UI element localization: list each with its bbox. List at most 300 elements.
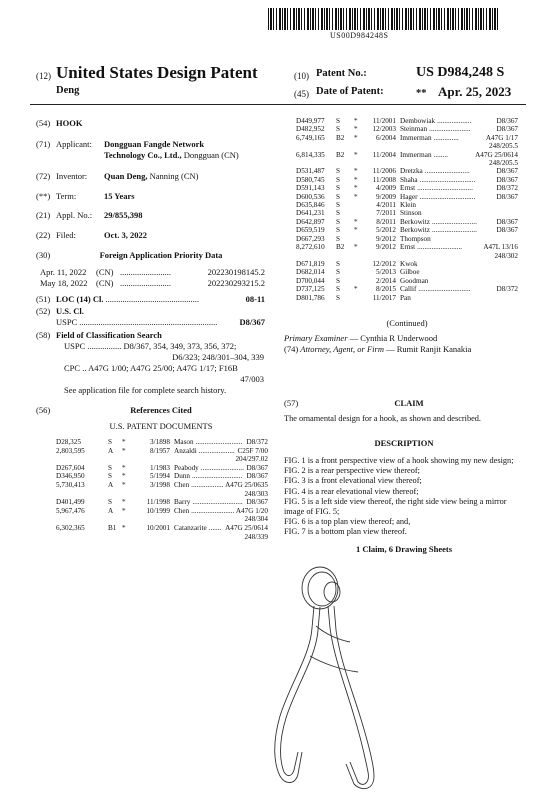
leader-dots: ............................ [191, 472, 243, 481]
leader-dots: .................... [198, 446, 235, 455]
primary-examiner-name: — Cynthia R Underwood [349, 333, 438, 343]
ref-star: * [354, 226, 358, 235]
ref-inventor-name: Hager [400, 192, 418, 201]
ref-kind: A [108, 506, 114, 515]
ref-inventor-name: Ernst [400, 243, 416, 252]
patent-no-label: Patent No.: [316, 68, 367, 79]
priority-date: Apr. 11, 2022 [40, 267, 87, 277]
loc-class-row [56, 294, 265, 305]
appl-no-value: 29/855,398 [104, 210, 143, 220]
filed-label: Filed: [56, 230, 76, 240]
leader-dots [420, 268, 422, 276]
ref-class: A47G 25/0614 [475, 150, 518, 159]
ref-inventor-name: Berkowitz [400, 226, 430, 235]
loc-class-value: 08-11 [245, 294, 265, 304]
leader-dots: ................... [437, 117, 472, 125]
appl-no-label: Appl. No.: [56, 210, 93, 220]
ref-number: D482,952 [296, 125, 325, 134]
ref-date: 9/2009 [376, 192, 396, 201]
search-uspc-cont: D6/323; 248/301–304, 339 [172, 352, 264, 362]
field-12-number: (12) [36, 71, 51, 81]
ref-inventor-name: Gilboe [400, 268, 420, 277]
leader-dots: ............................... [419, 175, 476, 184]
ref-star [354, 294, 362, 302]
reference-row [56, 447, 268, 456]
hook-bridge [316, 626, 350, 642]
ref-date: 11/2008 [372, 175, 396, 184]
field-10-number: (10) [294, 71, 309, 81]
ref-star: * [354, 150, 358, 159]
priority-row [40, 267, 265, 278]
ref-star: * [122, 480, 126, 489]
ref-number: D346,950 [56, 472, 85, 481]
ref-kind: S [336, 234, 340, 243]
ref-star [354, 235, 362, 243]
ref-class: D8/372 [496, 184, 518, 193]
ref-class: D8/367 [496, 217, 518, 226]
reference-row [296, 260, 518, 268]
ref-inventor [174, 447, 237, 456]
ref-inventor-name: Goodman [400, 276, 429, 285]
reference-row [296, 218, 518, 226]
leader-dots: ....... [208, 523, 222, 532]
ref-class: D8/367 [496, 167, 518, 176]
ref-star [354, 260, 362, 268]
leader-dots: .......................... [195, 438, 243, 446]
ref-inventor [174, 524, 225, 533]
ref-number: D531,487 [296, 167, 325, 176]
ref-date: 10/2001 [146, 523, 170, 532]
reference-row [296, 209, 518, 217]
ref-number: 6,749,165 [296, 133, 325, 142]
ref-kind: S [336, 268, 340, 277]
patent-number: US D984,248 S [416, 65, 505, 80]
ref-star: * [354, 184, 358, 193]
ref-date: 1/1983 [150, 463, 170, 472]
inventor-label: Inventor: [56, 171, 88, 181]
ref-class: A47L 13/16 [483, 243, 518, 252]
inventor-value [104, 171, 198, 182]
ref-star: * [354, 285, 358, 294]
barcode-number: US00D984248S [330, 31, 389, 40]
ref-star: * [122, 438, 126, 446]
primary-examiner [284, 333, 437, 344]
leader-dots [431, 235, 433, 243]
ref-class: D8/367 [496, 117, 518, 125]
date-of-patent-label: Date of Patent: [316, 86, 384, 97]
reference-row [296, 277, 518, 285]
leader-dots [416, 201, 418, 209]
ref-inventor [400, 243, 483, 251]
ref-class: D8/367 [496, 175, 518, 184]
ref-class-continued: 248/339 [244, 532, 268, 541]
hook-right-arm-outer [334, 606, 374, 789]
ref-star [354, 201, 362, 209]
ref-inventor-name: Klein [400, 201, 416, 210]
ref-star: * [122, 446, 126, 455]
leader-dots: ............................... [419, 192, 476, 201]
applicant-name-line2 [104, 150, 239, 161]
field-72-number: (72) [36, 171, 51, 181]
attorney [284, 344, 471, 355]
ref-date: 11/2017 [372, 293, 396, 302]
ref-star [354, 277, 362, 285]
ref-date: 8/1957 [150, 446, 170, 455]
reference-row [296, 125, 518, 133]
ref-kind: S [336, 217, 340, 226]
search-field-title: Field of Classification Search [56, 330, 162, 340]
field-57-number: (57) [284, 398, 299, 408]
priority-number: 202230293215.2 [207, 277, 265, 288]
primary-examiner-label: Primary Examiner [284, 333, 348, 343]
ref-class: D8/372 [496, 285, 518, 294]
ref-date: 7/2011 [376, 209, 396, 218]
ref-inventor [400, 218, 496, 226]
ref-class: D8/367 [246, 463, 268, 472]
ref-kind: S [336, 201, 340, 210]
ref-kind: S [336, 293, 340, 302]
leader-dots [428, 277, 430, 285]
ref-number: D671,819 [296, 259, 325, 268]
ref-date: 5/2012 [376, 226, 396, 235]
leader-dots: ......................... [431, 217, 477, 226]
field-21-number: (21) [36, 210, 51, 220]
ref-number: 8,272,610 [296, 243, 325, 252]
ref-inventor [400, 167, 496, 175]
reference-row [296, 294, 518, 302]
ref-number: D700,044 [296, 276, 325, 285]
ref-class: A47G 1/20 [235, 506, 268, 515]
ref-number: 2,803,595 [56, 446, 85, 455]
ref-kind: S [336, 192, 340, 201]
references-cited-title: References Cited [130, 405, 192, 415]
ref-kind: S [336, 209, 340, 218]
uspc-value: D8/367 [239, 317, 265, 327]
leader-dots: .............. [433, 133, 459, 142]
ref-kind: S [336, 226, 340, 235]
attorney-label: Attorney, Agent, or Firm [300, 344, 384, 354]
ref-inventor-name: Dunn [174, 472, 190, 481]
search-history-note: See application file for complete search history. [64, 385, 227, 395]
ref-date: 2/2014 [376, 276, 396, 285]
hook-base-plate [302, 567, 338, 609]
ref-number: D449,977 [296, 117, 325, 125]
ref-class: C25F 7/00 [237, 446, 268, 455]
hook-left-arm-inner [281, 607, 321, 776]
ref-class: D8/372 [246, 438, 268, 446]
ref-inventor-name: Peabody [174, 463, 199, 472]
figure-description: FIG. 5 is a left side view thereof, the right side view being a mirror image of FIG. 5; [284, 496, 507, 517]
inventor-location: Nanning (CN) [149, 171, 199, 181]
leader-dots: .................. [191, 480, 224, 489]
right-references-list [296, 117, 518, 302]
leader-dots: ............................. [418, 285, 471, 294]
reference-row [56, 507, 268, 516]
ref-star: * [354, 217, 358, 226]
ref-number: D659,519 [296, 226, 325, 235]
leader-dots: ....................... [429, 125, 471, 134]
ref-date: 12/2012 [372, 259, 396, 268]
claims-summary: 1 Claim, 6 Drawing Sheets [355, 544, 453, 554]
leader-dots: ............................ [192, 498, 243, 507]
filed-value: Oct. 3, 2022 [104, 230, 147, 240]
priority-date: May 18, 2022 [40, 277, 88, 288]
leader-dots: ........................ [120, 267, 171, 277]
search-uspc-line: USPC ................ D8/367, 354, 349, 373, 356, 372; [64, 341, 237, 351]
ref-inventor [174, 464, 246, 473]
ref-inventor-name: Callif [400, 285, 417, 294]
leader-dots: ................................................................. [79, 317, 218, 327]
priority-country: (CN) [96, 277, 114, 288]
ref-class: D8/367 [496, 192, 518, 201]
hook-right-arm [328, 606, 368, 784]
ref-inventor [400, 226, 496, 234]
reference-row [56, 472, 268, 481]
loc-class-label: LOC (14) Cl. [56, 294, 104, 304]
ref-kind: S [336, 117, 340, 125]
ref-kind: S [108, 463, 112, 472]
ref-kind: S [336, 175, 340, 184]
ref-kind: S [336, 125, 340, 134]
ref-inventor-name: Pan [400, 293, 411, 302]
ref-inventor [174, 472, 246, 481]
ref-inventor [400, 117, 496, 125]
leader-dots: ........................ [120, 277, 171, 288]
reference-row [56, 464, 268, 473]
ref-inventor-name: Chen [174, 480, 190, 489]
ref-kind: B2 [336, 243, 345, 252]
ref-date: 5/2013 [376, 268, 396, 277]
ref-kind: S [336, 167, 340, 176]
figure-descriptions [284, 456, 524, 538]
applicant-location: Dongguan (CN) [183, 150, 239, 160]
ref-star: * [354, 175, 358, 184]
ref-class: A47G 1/17 [485, 133, 518, 142]
claim-text: The ornamental design for a hook, as shown and described. [284, 414, 481, 423]
ref-kind: A [108, 480, 114, 489]
ref-inventor [400, 235, 518, 243]
priority-number: 202230198145.2 [207, 267, 265, 277]
ref-kind: S [108, 498, 112, 507]
field-30-number: (30) [36, 250, 51, 260]
ref-kind: B1 [108, 523, 117, 532]
document-type: United States Design Patent [56, 63, 258, 82]
ref-class: D8/367 [496, 226, 518, 235]
ref-kind: S [336, 285, 340, 294]
ref-kind: S [108, 472, 112, 481]
ref-inventor [174, 481, 225, 490]
term-value: 15 Years [104, 191, 135, 201]
ref-inventor-name: Dembowiak [400, 117, 436, 125]
ref-number: 5,967,476 [56, 506, 85, 515]
leader-dots: ......................... [424, 167, 470, 176]
term-label: Term: [56, 191, 77, 201]
field-52-number: (52) [36, 306, 51, 316]
ref-inventor-name: Stinson [400, 209, 422, 218]
ref-inventor-name: Barry [174, 498, 191, 507]
ref-date: 11/2006 [372, 167, 396, 176]
ref-class: D8/367 [246, 498, 268, 507]
ref-inventor [174, 507, 236, 516]
ref-class-continued: 248/205.5 [489, 142, 518, 151]
ref-inventor [400, 260, 518, 268]
field-54-number: (54) [36, 118, 51, 128]
ref-inventor [400, 294, 518, 302]
field-56-number: (56) [36, 405, 51, 415]
figure-description: FIG. 3 is a front elevational view thereof; [284, 476, 422, 486]
field-45-number: (45) [294, 89, 309, 99]
ref-date: 4/2009 [376, 184, 396, 193]
hook-drawing [250, 566, 410, 798]
ref-inventor-name: Berkowitz [400, 217, 430, 226]
field-74-number: (74) [284, 344, 299, 354]
ref-inventor [400, 209, 518, 217]
ref-inventor [400, 201, 518, 209]
ref-date: 11/2004 [372, 150, 396, 159]
ref-inventor-name: Immerman [400, 150, 432, 159]
claim-title: CLAIM [394, 398, 424, 408]
ref-inventor-name: Immerman [400, 133, 432, 142]
ref-inventor [400, 151, 475, 159]
ref-inventor-name: Dretzka [400, 167, 423, 176]
ref-star: * [354, 133, 358, 142]
references-continued: (Continued) [386, 318, 428, 328]
ref-date: 10/1999 [146, 506, 170, 515]
leader-dots: ......................... [431, 226, 477, 235]
figure-description: FIG. 6 is a top plan view thereof; and, [284, 517, 411, 527]
ref-class: D8/367 [496, 125, 518, 134]
ref-number: D642,897 [296, 217, 325, 226]
left-references-list [56, 438, 268, 541]
figure-description: FIG. 7 is a bottom plan view thereof. [284, 527, 407, 537]
ref-class-continued: 204/297.02 [235, 455, 268, 464]
ref-star: * [354, 125, 358, 134]
applicant-label: Applicant: [56, 139, 92, 149]
figure-description: FIG. 4 is a rear elevational view thereof; [284, 486, 419, 496]
ref-class-continued: 248/205.5 [489, 159, 518, 168]
ref-class: D8/367 [246, 472, 268, 481]
ref-number: D28,325 [56, 438, 81, 446]
ref-inventor [400, 285, 496, 293]
leader-dots [418, 260, 420, 268]
ref-date: 3/1998 [150, 480, 170, 489]
reference-row [296, 176, 518, 184]
ref-date: 8/2011 [376, 217, 396, 226]
barcode [268, 8, 498, 30]
reference-row [296, 285, 518, 293]
ref-star: * [122, 506, 126, 515]
figure-description: FIG. 2 is a rear perspective view thereof; [284, 466, 420, 476]
ref-kind: S [108, 438, 112, 446]
ref-inventor [400, 134, 486, 142]
ref-star: * [122, 472, 126, 481]
ref-number: D580,745 [296, 175, 325, 184]
ref-date: 8/2015 [376, 285, 396, 294]
ref-star: * [122, 498, 126, 507]
ref-date: 11/1998 [146, 498, 170, 507]
ref-number: D682,014 [296, 268, 325, 277]
priority-list [40, 267, 265, 288]
uspc-label: USPC [56, 317, 78, 327]
search-cpc-cont: 47/003 [240, 374, 264, 384]
ref-star: * [354, 117, 358, 125]
ref-number: D737,125 [296, 285, 325, 294]
ref-number: D600,536 [296, 192, 325, 201]
ref-inventor [400, 268, 518, 276]
ref-kind: A [108, 446, 114, 455]
applicant-company: Technology Co., Ltd., [104, 150, 182, 160]
leader-dots: ........ [433, 150, 448, 159]
hook-cross-wire [310, 656, 358, 672]
ref-star: * [122, 463, 126, 472]
ref-date: 9/2012 [376, 243, 396, 252]
ref-inventor-name: Steinman [400, 125, 428, 134]
ref-kind: B2 [336, 133, 345, 142]
reference-row [296, 226, 518, 234]
hook-base-rim [308, 572, 336, 606]
ref-number: D667,293 [296, 234, 325, 243]
ref-date: 11/2001 [372, 117, 396, 125]
header-rule [30, 104, 526, 105]
ref-date: 4/2011 [376, 201, 396, 210]
ref-inventor-name: Anzaldi [174, 446, 197, 455]
ref-inventor [174, 438, 246, 447]
search-cpc-line: CPC .. A47G 1/00; A47G 25/00; A47G 1/17; F16B [64, 363, 238, 373]
ref-inventor [400, 184, 496, 192]
ref-inventor [400, 125, 496, 133]
ref-number: D641,231 [296, 209, 325, 218]
title-of-design: HOOK [56, 118, 83, 128]
ref-date: 9/2012 [376, 234, 396, 243]
inventor-name: Quan Deng, [104, 171, 148, 181]
ref-inventor [174, 498, 246, 507]
ref-number: D401,499 [56, 498, 85, 507]
ref-inventor-name: Ernst [400, 184, 416, 193]
applicant-name-line1: Dongguan Fangde Network [104, 139, 205, 149]
reference-row [296, 117, 518, 125]
reference-row [296, 235, 518, 243]
ref-star: * [354, 243, 358, 252]
attorney-name: — Rumit Ranjit Kanakia [386, 344, 472, 354]
ref-star [354, 209, 362, 217]
leader-dots [411, 294, 413, 302]
reference-row [296, 184, 518, 192]
ref-star: * [122, 523, 126, 532]
ref-inventor-name: Mason [174, 438, 194, 446]
ref-kind: B2 [336, 150, 345, 159]
ref-number: D801,786 [296, 293, 325, 302]
date-of-patent: Apr. 25, 2023 [438, 84, 512, 99]
ref-inventor [400, 176, 496, 184]
ref-class-continued: 248/304 [244, 515, 268, 524]
reference-row [56, 524, 268, 533]
ref-number: 6,302,365 [56, 523, 85, 532]
us-patent-documents-title: U.S. PATENT DOCUMENTS [109, 421, 213, 431]
ref-number: 6,814,335 [296, 150, 325, 159]
ref-number: D635,846 [296, 201, 325, 210]
ref-class: A47G 25/0614 [225, 523, 268, 532]
priority-country: (CN) [96, 267, 114, 277]
ref-number: D267,604 [56, 463, 85, 472]
leader-dots: ........................ [191, 506, 235, 515]
reference-row [296, 268, 518, 276]
reference-row [296, 151, 518, 159]
ref-date: 3/1898 [150, 438, 170, 446]
leader-dots: ......................... [417, 243, 463, 252]
ref-inventor [400, 193, 496, 201]
priority-data-title: Foreign Application Priority Data [99, 250, 223, 260]
term-extension-stars: ** [416, 88, 427, 99]
